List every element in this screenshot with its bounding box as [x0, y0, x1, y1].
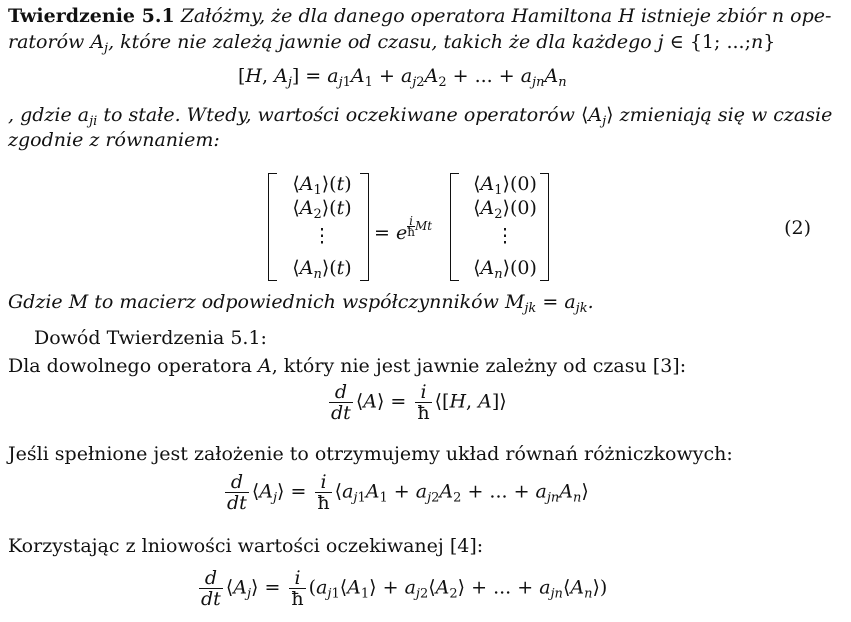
- commutator-equation: [H, $A_j] = a_{j1}A_1 + a_{j2}A_2$ + ... + $a_{jn}A_n$: [238, 65, 567, 90]
- theorem-title: Twierdzenie 5.1: [8, 5, 175, 27]
- right-bracket-1: [360, 173, 369, 281]
- proof-heading: Dowód Twierdzenia 5.1:: [34, 327, 267, 349]
- proof-equation-1: $\frac{d}{dt}$ ⟨A⟩ = $\frac{i}{ħ}$ ⟨[H, A]⟩: [331, 381, 507, 424]
- matrix-equation: $⟨A_1⟩(t)$ $⟨A_2⟩(t)$ ⋮ $⟨A_n⟩(t)$ = e $^{\frac{i}{ħ} Mt}$ $⟨A_1⟩(0)$ $⟨A_2⟩(0)$ ⋮ $⟨A_n⟩(0)$: [268, 173, 558, 281]
- equation-number: (2): [784, 217, 811, 239]
- theorem-line-3: , gdzie $a_{ji}$ to stałe. Wtedy, wartości oczekiwane operatorów $⟨A_j⟩$ zmieniają się w czasie: [8, 104, 833, 129]
- exponential-factor: = e $^{\frac{i}{ħ} Mt}$: [374, 214, 433, 244]
- theorem-line-4: zgodnie z równaniem:: [8, 129, 220, 151]
- proof-text-1: Dla dowolnego operatora A, który nie jest jawnie zależny od czasu [3]:: [8, 355, 687, 377]
- proof-text-2: Jeśli spełnione jest założenie to otrzymujemy układ równań różniczkowych:: [8, 443, 733, 465]
- right-bracket-2: [540, 173, 549, 281]
- theorem-line-2: ratorów $A_j$, które nie zależą jawnie od czasu, takich że dla każdego j ∈ {1; ...;n}: [8, 31, 776, 56]
- theorem-line-5: Gdzie M to macierz odpowiednich współczynników $M_{jk} = a_{jk}$.: [8, 291, 594, 316]
- left-bracket-2: [450, 173, 459, 281]
- left-bracket-1: [268, 173, 277, 281]
- theorem-line-1: Twierdzenie 5.1 Załóżmy, że dla danego operatora Hamiltona H istnieje zbiór n ope-: [8, 5, 832, 27]
- proof-equation-2: $\frac{d}{dt}$ $⟨A_j⟩$ = $\frac{i}{ħ}$ $⟨a_{j1}A_1 + a_{j2}A_2$ + ... + $a_{jn}A_n⟩$: [227, 471, 589, 514]
- proof-text-3: Korzystając z lniowości wartości oczekiwanej [4]:: [8, 535, 484, 557]
- proof-equation-3: $\frac{d}{dt}$ $⟨A_j⟩$ = $\frac{i}{ħ}$ ($a_{j1}⟨A_1⟩$ + $a_{j2}⟨A_2⟩$ + ... + $a_{jn}⟨A_n⟩$): [201, 567, 608, 610]
